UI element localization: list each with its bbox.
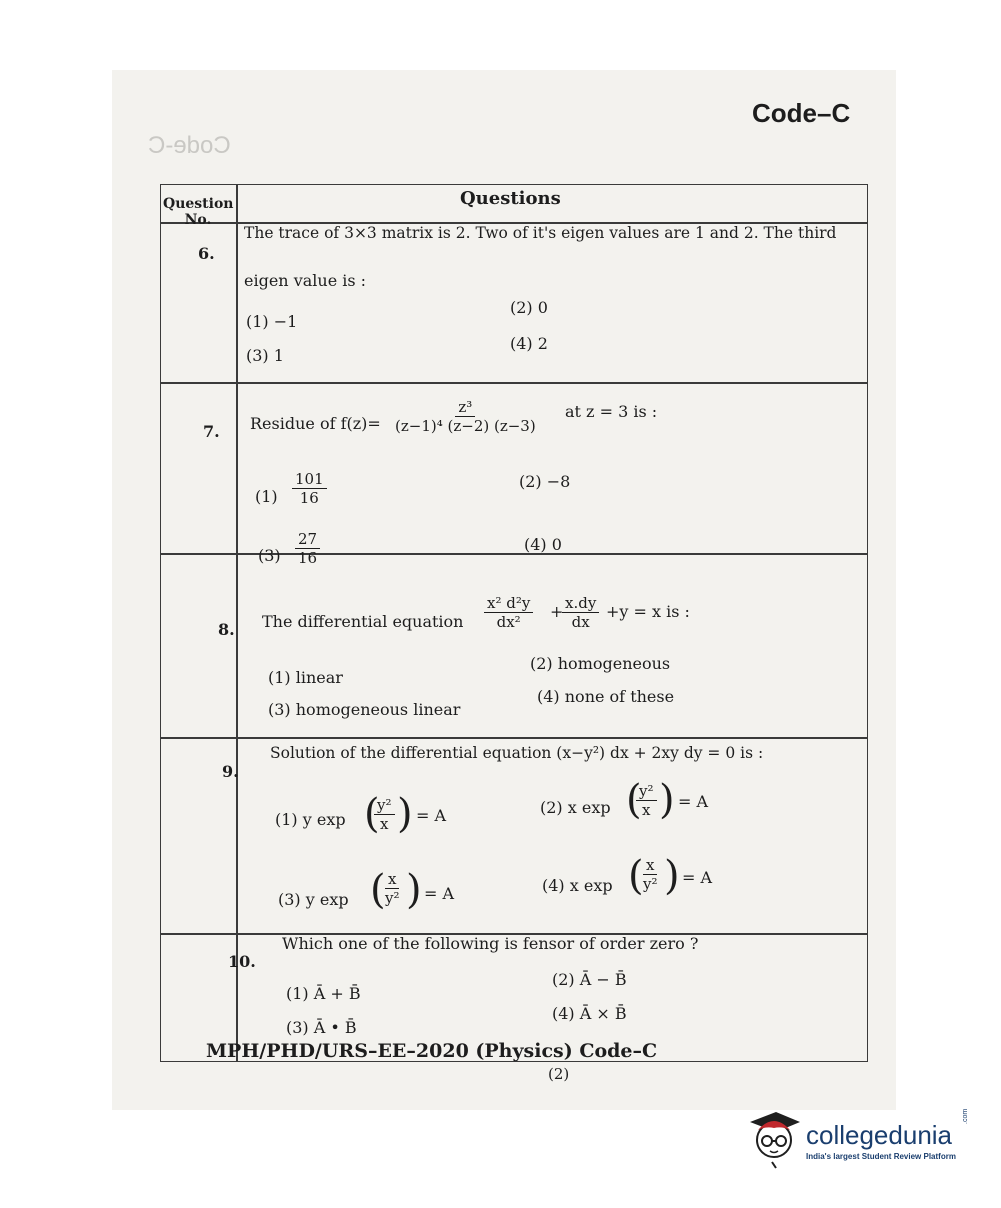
plus-sign: +	[550, 602, 564, 621]
option-3: (3) 1	[246, 346, 284, 365]
option-1-fraction	[292, 470, 327, 507]
option-2: (2) Ā − B̄	[552, 970, 627, 989]
question-number: 6.	[198, 244, 215, 263]
option-1-fraction	[374, 796, 395, 833]
option-1-suffix: = A	[416, 806, 447, 825]
left-paren: (	[626, 777, 642, 823]
option-4-suffix: = A	[682, 868, 713, 887]
fraction-denominator: dx	[571, 613, 590, 631]
paper-code: Code–C	[752, 98, 851, 128]
fraction-numerator: y²	[374, 796, 395, 815]
fraction-numerator: x.dy	[562, 594, 599, 613]
option-1: (1) Ā + B̄	[286, 984, 361, 1003]
option-4-fraction	[640, 856, 661, 893]
option-3-suffix: = A	[424, 884, 455, 903]
option-3-fraction	[295, 530, 320, 567]
option-2: (2) −8	[519, 472, 571, 491]
fraction-numerator: z³	[455, 398, 475, 417]
fraction-numerator: y²	[636, 782, 657, 801]
question-number: 10.	[228, 952, 256, 971]
left-paren: (	[370, 867, 386, 913]
option-4: (4) 0	[524, 535, 562, 554]
option-3: (3) homogeneous linear	[268, 700, 461, 719]
term-1-fraction	[484, 594, 533, 631]
option-2: (2) homogeneous	[530, 654, 671, 673]
questions-header: Questions	[460, 188, 561, 209]
option-3-prefix: (3) y exp	[278, 890, 349, 909]
option-2-prefix: (2) x exp	[540, 798, 611, 817]
question-text: The trace of 3×3 matrix is 2. Two of it's eigen values are 1 and 2. The third	[244, 224, 837, 242]
row-divider-8-9	[160, 737, 868, 739]
right-paren: )	[397, 791, 413, 837]
left-paren: (	[628, 853, 644, 899]
question-text: Which one of the following is fensor of order zero ?	[282, 934, 699, 953]
option-4: (4) 2	[510, 334, 548, 353]
fraction-numerator: 27	[295, 530, 320, 549]
option-3: (3) Ā • B̄	[286, 1018, 357, 1037]
option-4: (4) none of these	[537, 687, 675, 706]
right-paren: )	[664, 853, 680, 899]
fraction-numerator: x² d²y	[484, 594, 533, 613]
option-2-suffix: = A	[678, 792, 709, 811]
brand-name: collegedunia	[806, 1120, 953, 1150]
option-1: (1) −1	[246, 312, 298, 331]
mascot-icon	[750, 1112, 800, 1168]
residue-fraction	[392, 398, 539, 435]
option-2-fraction	[636, 782, 657, 819]
option-1-prefix: (1) y exp	[275, 810, 346, 829]
brand-tagline: India's largest Student Review Platform	[806, 1152, 956, 1161]
fraction-numerator: x	[385, 870, 399, 889]
question-text: +y = x is :	[606, 602, 690, 621]
question-number: 8.	[218, 620, 235, 639]
column-divider	[236, 184, 238, 1062]
question-text: Residue of f(z)=	[250, 414, 381, 433]
question-text: at z = 3 is :	[565, 402, 658, 421]
paper-footer-title: MPH/PHD/URS–EE–2020 (Physics) Code–C	[206, 1040, 658, 1062]
option-1-label: (1)	[255, 487, 278, 506]
term-2-fraction	[562, 594, 599, 631]
fraction-denominator: dx²	[496, 613, 521, 631]
right-paren: )	[659, 777, 675, 823]
fraction-denominator: (z−1)⁴ (z−2) (z−3)	[395, 417, 536, 435]
question-no-header: Question No.	[163, 196, 234, 228]
question-text: Solution of the differential equation (x−y²) dx + 2xy dy = 0 is :	[270, 744, 764, 762]
brand-suffix: .com	[962, 1108, 969, 1124]
option-2: (2) 0	[510, 298, 548, 317]
option-3-fraction	[382, 870, 403, 907]
fraction-denominator: y²	[643, 875, 658, 893]
fraction-denominator: x	[642, 801, 651, 819]
fraction-denominator: x	[380, 815, 389, 833]
fraction-numerator: 101	[292, 470, 327, 489]
fraction-denominator: 16	[298, 549, 318, 567]
question-number: 7.	[203, 422, 220, 441]
fraction-denominator: y²	[385, 889, 400, 907]
question-number: 9.	[222, 762, 239, 781]
option-1: (1) linear	[268, 668, 343, 687]
question-text: The differential equation	[262, 612, 464, 631]
option-4-prefix: (4) x exp	[542, 876, 613, 895]
row-divider-6-7	[160, 382, 868, 384]
option-3-label: (3)	[258, 546, 281, 565]
option-4: (4) Ā × B̄	[552, 1004, 627, 1023]
page-number: (2)	[548, 1065, 570, 1083]
fraction-denominator: 16	[299, 489, 319, 507]
left-paren: (	[364, 791, 380, 837]
fraction-numerator: x	[643, 856, 657, 875]
bleed-through-text: Code-C	[148, 132, 231, 159]
question-text: eigen value is :	[244, 271, 367, 290]
right-paren: )	[406, 867, 422, 913]
